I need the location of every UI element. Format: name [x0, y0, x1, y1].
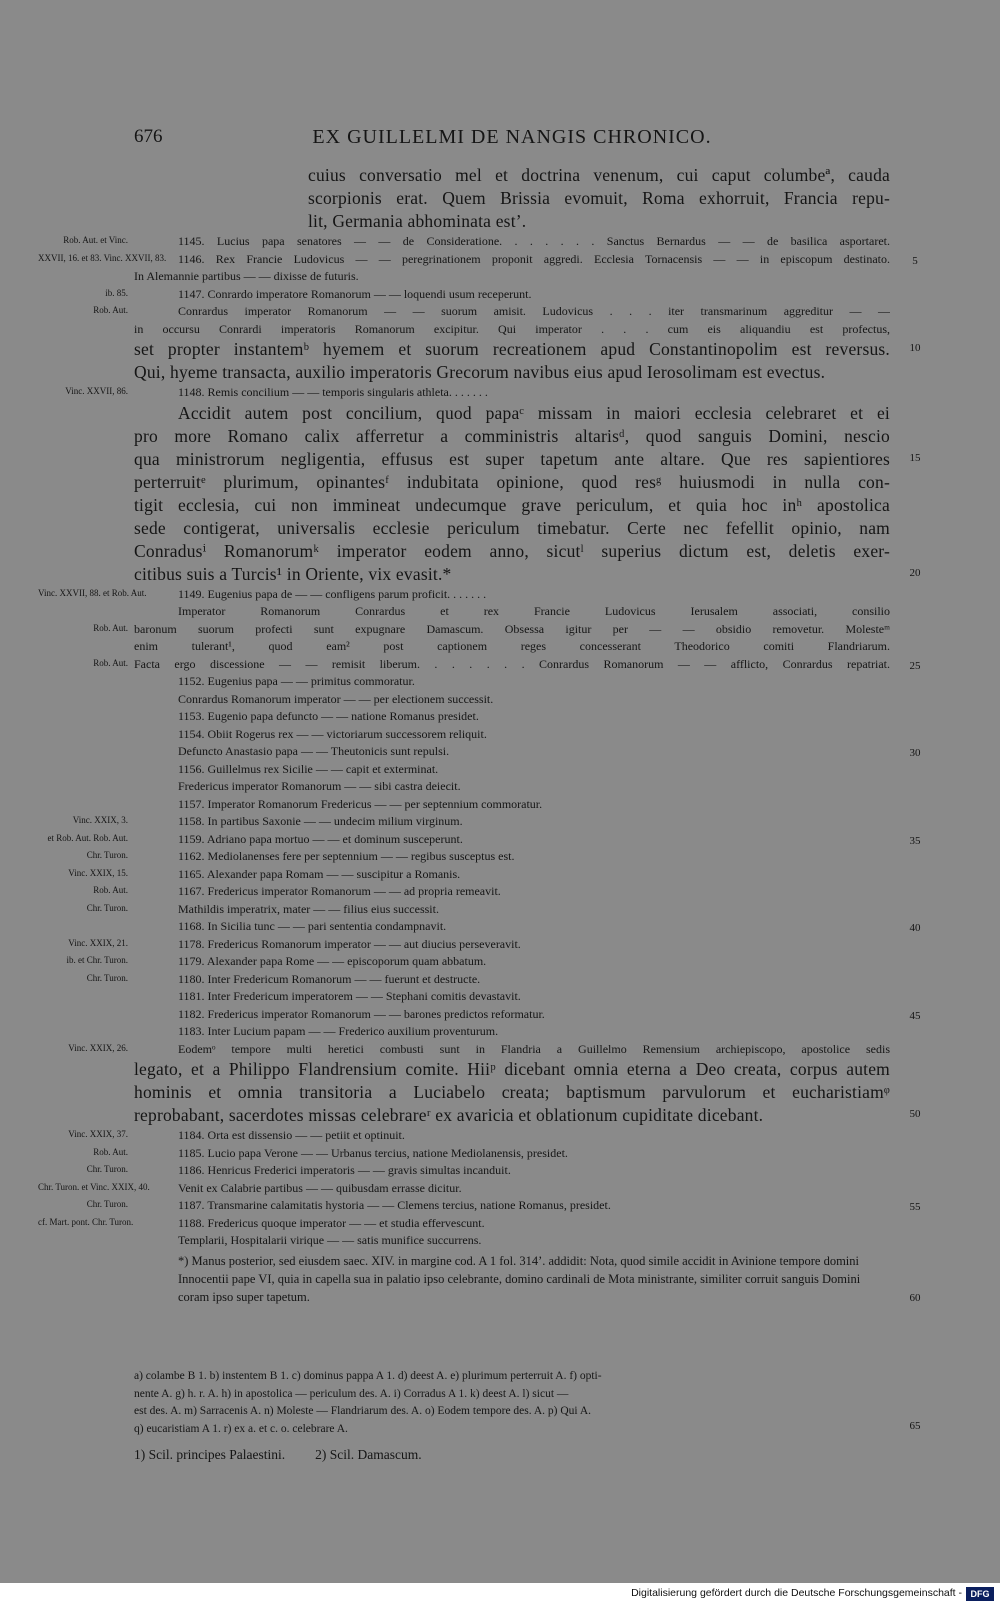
line-text: in occursu Conrardi imperatoris Romanorum excipitur. Qui imperator . . . cum eis aliquandiu est profectus, — [134, 321, 890, 336]
line-text: Conradusⁱ Romanorumᵏ imperator eodem anno, sicutˡ superius dictum est, deletis exer- — [134, 540, 890, 561]
line-text: 1149. Eugenius papa de — — confligens parum proficit. . . . . . . — [178, 586, 487, 601]
textual-variants — [134, 1368, 890, 1438]
text-line — [0, 1216, 1000, 1234]
line-text: 1158. In partibus Saxonie — — undecim milium virginum. — [178, 814, 463, 828]
line-text: 1145. Lucius papa senatores — — de Consideratione. . . . . . . Sanctus Bernardus — — de basilica asportaret. — [178, 234, 890, 248]
text-line — [0, 1146, 1000, 1164]
line-text: Venit ex Calabrie partibus — — quibusdam errasse dicitur. — [178, 1180, 462, 1195]
line-text: legato, et a Philippo Flandrensium comite. Hiiᵖ dicebant omnia eterna a Deo creata, corpus autem — [134, 1059, 890, 1079]
line-text: Imperator Romanorum Conrardus et rex Francie Ludovicus Ierusalem associati, consilio — [178, 604, 890, 618]
line-text: Templarii, Hospitalarii virique — — satis munifice succurrens. — [178, 1233, 482, 1247]
line-number: 5 — [912, 254, 918, 267]
text-line — [0, 541, 1000, 564]
line-number: 50 — [909, 1108, 921, 1120]
text-line — [0, 1059, 1000, 1082]
text-line — [0, 797, 1000, 815]
line-text: 1162. Mediolanenses fere per septennium — — regibus susceptus est. — [178, 849, 515, 863]
text-line — [0, 622, 1000, 640]
margin-source-note: Rob. Aut. et Vinc. — [63, 235, 128, 245]
text-line — [0, 564, 1000, 587]
line-text: cuius conversatio mel et doctrina venenum, cui caput columbeª, cauda — [308, 165, 890, 185]
text-line — [0, 1082, 1000, 1105]
variant-line: q) eucaristiam A 1. r) ex a. et c. o. celebrare A. — [134, 1422, 348, 1435]
text-line — [0, 884, 1000, 902]
line-text: pro more Romano calix afferretur a comministris altarisᵈ, quod sanguis Domini, nescio — [134, 425, 890, 446]
margin-source-note: Vinc. XXIX, 21. — [68, 937, 128, 948]
line-text: lit, Germania abhominata est’. — [308, 211, 527, 231]
chronicle-text — [0, 165, 1000, 1251]
text-line — [0, 1042, 1000, 1060]
margin-source-note: Vinc. XXIX, 37. — [68, 1129, 128, 1139]
margin-source-note: Chr. Turon. — [86, 972, 128, 983]
line-text: 1152. Eugenius papa — — primitus commoratur. — [178, 674, 415, 688]
source-note: 1) Scil. principes Palaestini. — [134, 1447, 286, 1462]
line-text: 1181. Inter Fredericum imperatorem — — Stephani comitis devastavit. — [178, 989, 521, 1003]
margin-source-note: Rob. Aut. — [93, 305, 128, 315]
line-text: 1159. Adriano papa mortuo — — et dominum susceperunt. — [178, 831, 463, 846]
line-text: 1146. Rex Francie Ludovicus — — peregrinationem proponit aggredi. Ecclesia Tornacensis — — in episcopum destinato. — [178, 251, 890, 266]
line-text: Defuncto Anastasio papa — — Theutonicis sunt repulsi. — [178, 744, 450, 758]
text-line — [0, 762, 1000, 780]
footnote-line-number: 60 — [909, 1292, 921, 1304]
line-number: 10 — [909, 342, 921, 354]
text-line — [0, 304, 1000, 322]
margin-source-note: Vinc. XXIX, 3. — [72, 815, 128, 825]
text-line — [0, 989, 1000, 1007]
line-text: 1153. Eugenio papa defuncto — — natione Romanus presidet. — [178, 709, 479, 723]
variant-line: est des. A. m) Sarracenis A. n) Moleste — Flandriarum des. A. o) Eodem tempore des. A. p) Qui A. — [134, 1405, 592, 1417]
line-text: Conrardus Romanorum imperator — — per electionem successit. — [178, 691, 494, 706]
line-number: 15 — [909, 451, 921, 464]
line-text: 1156. Guillelmus rex Sicilie — — capit et exterminat. — [178, 761, 439, 776]
text-line — [0, 472, 1000, 495]
line-text: tigit ecclesia, cui non immineat undecumque grave periculum, et quia hoc inʰ apostolica — [134, 494, 890, 515]
text-line — [0, 1181, 1000, 1199]
line-text: reprobabant, sacerdotes missas celebrareʳ ex avaricia et oblationum cupiditate dicebant. — [134, 1105, 764, 1125]
margin-source-note: Rob. Aut. — [93, 1146, 128, 1157]
margin-source-note: Vinc. XXIX, 15. — [68, 867, 128, 878]
text-line — [0, 495, 1000, 518]
line-text: baronum suorum profecti sunt expugnare Damascum. Obsessa igitur per — — obsidio removetur. Molesteᵐ — [134, 621, 890, 636]
line-text: 1184. Orta est dissensio — — petiit et optinuit. — [178, 1128, 405, 1142]
line-text: 1167. Fredericus imperator Romanorum — — ad propria remeavit. — [178, 884, 501, 898]
line-text: Facta ergo discessione — — remisit liberum. . . . . . . Conrardus Romanorum — — afflicto, Conrardus repatriat. — [134, 656, 890, 671]
text-line — [0, 727, 1000, 745]
footer-text: Digitalisierung gefördert durch die Deutsche Forschungsgemeinschaft - — [631, 1587, 962, 1599]
margin-source-note: Vinc. XXVII, 86. — [65, 386, 128, 396]
variant-line: a) colambe B 1. b) instentem B 1. c) dominus pappa A 1. d) deest A. e) plurimum perterruit A. f) opti- — [134, 1370, 602, 1382]
text-line — [0, 322, 1000, 340]
text-line — [0, 587, 1000, 605]
text-line — [0, 1198, 1000, 1216]
text-line — [0, 674, 1000, 692]
text-line — [0, 814, 1000, 832]
line-text: In Alemannie partibus — — dixisse de futuris. — [134, 269, 359, 283]
line-text: citibus suis a Turcis¹ in Oriente, vix evasit.* — [134, 563, 452, 584]
margin-source-note: Chr. Turon. — [86, 1164, 128, 1174]
text-line — [0, 269, 1000, 287]
running-title: EX GUILLELMI DE NANGIS CHRONICO. — [312, 126, 712, 148]
line-text: 1182. Fredericus imperator Romanorum — — barones predictos reformatur. — [178, 1006, 545, 1021]
text-line — [0, 165, 1000, 188]
line-text: 1179. Alexander papa Rome — — episcoporum quam abbatum. — [178, 954, 487, 968]
line-text: 1154. Obiit Rogerus rex — — victoriarum successorem reliquit. — [178, 726, 487, 741]
text-line — [0, 972, 1000, 990]
variants-line-number: 65 — [909, 1420, 921, 1432]
line-text: 1180. Inter Fredericum Romanorum — — fuerunt et destructe. — [178, 971, 481, 986]
line-text: 1178. Fredericus Romanorum imperator — — aut diucius perseveravit. — [178, 936, 521, 951]
text-line — [0, 362, 1000, 385]
line-text: 1157. Imperator Romanorum Fredericus — — per septennium commoratur. — [178, 796, 543, 811]
source-note: 2) Scil. Damascum. — [315, 1447, 422, 1462]
line-number: 30 — [909, 747, 921, 759]
margin-source-note: Vinc. XXVII, 88. et Rob. Aut. — [38, 587, 147, 598]
line-text: 1147. Conrardo imperatore Romanorum — — loquendi usum receperunt. — [178, 286, 532, 301]
line-text: 1148. Remis concilium — — temporis singularis athleta. . . . . . . — [178, 385, 488, 399]
margin-source-note: Chr. Turon. et Vinc. XXIX, 40. — [38, 1181, 150, 1192]
line-number: 55 — [909, 1201, 921, 1213]
line-text: 1165. Alexander papa Romam — — suscipitur a Romanis. — [178, 866, 461, 881]
text-line — [0, 449, 1000, 472]
text-line — [0, 1163, 1000, 1181]
line-text: 1183. Inter Lucium papam — — Frederico auxilium proventurum. — [178, 1024, 499, 1038]
footnote — [178, 1252, 890, 1306]
text-line — [0, 1024, 1000, 1042]
text-line — [0, 832, 1000, 850]
page-number: 676 — [134, 126, 163, 147]
line-text: set propter instantemᵇ hyemem et suorum recreationem apud Constantinopolim est reversus. — [134, 339, 890, 359]
margin-source-note: Chr. Turon. — [86, 850, 128, 860]
line-text: hominis et omnia transitoria a Luciabelo creata; baptismum parvulorum et eucharistiamᵠ — [134, 1082, 890, 1102]
text-line — [0, 339, 1000, 362]
line-number: 20 — [909, 566, 921, 579]
margin-source-note: Rob. Aut. — [93, 885, 128, 895]
text-line — [0, 779, 1000, 797]
margin-source-note: Rob. Aut. — [93, 622, 128, 633]
text-line — [0, 1007, 1000, 1025]
text-line — [0, 385, 1000, 403]
margin-source-note: et Rob. Aut. Rob. Aut. — [47, 832, 128, 843]
line-text: Mathildis imperatrix, mater — — filius eius successit. — [178, 901, 439, 916]
line-number: 40 — [909, 922, 921, 934]
margin-source-note: Rob. Aut. — [93, 657, 128, 668]
line-text: enim tulerant¹, quod eam² post captionem reges concesserant Theodorico comiti Flandriarum. — [134, 639, 890, 653]
line-text: 1185. Lucio papa Verone — — Urbanus tercius, natione Mediolanensis, presidet. — [178, 1145, 568, 1160]
source-notes — [134, 1447, 890, 1463]
text-line — [0, 744, 1000, 762]
text-line — [0, 604, 1000, 622]
line-text: scorpionis erat. Quem Brissia evomuit, Roma exhorruit, Francia repu- — [308, 188, 890, 208]
text-line — [0, 252, 1000, 270]
text-line — [0, 639, 1000, 657]
text-line — [0, 234, 1000, 252]
text-line — [0, 211, 1000, 234]
text-line — [0, 937, 1000, 955]
text-line — [0, 849, 1000, 867]
margin-source-note: Vinc. XXIX, 26. — [68, 1042, 128, 1053]
line-text: Qui, hyeme transacta, auxilio imperatoris Grecorum navibus eius apud Ierosolimam est evectus. — [134, 362, 826, 382]
line-text: 1168. In Sicilia tunc — — pari sententia condampnavit. — [178, 919, 447, 933]
margin-source-note: Chr. Turon. — [86, 1199, 128, 1209]
variant-line: nente A. g) h. r. A. h) in apostolica — periculum des. A. i) Corradus A 1. k) deest A. l) sicut — — [134, 1387, 569, 1400]
line-number: 35 — [909, 834, 921, 847]
text-line — [0, 1233, 1000, 1251]
line-text: perterruitᵉ plurimum, opinantesᶠ indubitata opinione, quod resᵍ huiusmodi in nulla con- — [134, 471, 890, 492]
line-number: 25 — [909, 659, 921, 672]
line-text: sede contigerat, universalis ecclesie periculum timebatur. Certe nec fefellit opinio, nam — [134, 517, 890, 538]
line-text: Accidit autem post concilium, quod papaᶜ missam in maiori ecclesia celebraret et ei — [178, 402, 890, 423]
line-text: 1188. Fredericus quoque imperator — — et studia effervescunt. — [178, 1215, 485, 1230]
line-text: 1187. Transmarine calamitatis hystoria — — Clemens tercius, natione Romanus, presidet. — [178, 1198, 611, 1212]
margin-source-note: ib. 85. — [105, 287, 128, 298]
line-text: Eodemᵒ tempore multi heretici combusti sunt in Flandria a Guillelmo Remensium archiepiscopo, apostolice sedis — [178, 1041, 890, 1056]
page-header — [134, 126, 890, 156]
text-line — [0, 919, 1000, 937]
footer-bar — [0, 1583, 1000, 1605]
line-text: 1186. Henricus Frederici imperatoris — — gravis simultas incanduit. — [178, 1163, 511, 1177]
line-number: 45 — [909, 1009, 921, 1022]
text-line — [0, 403, 1000, 426]
text-line — [0, 188, 1000, 211]
margin-source-note: ib. et Chr. Turon. — [66, 955, 128, 965]
text-line — [0, 954, 1000, 972]
dfg-logo: DFG — [966, 1587, 994, 1601]
text-line — [0, 902, 1000, 920]
margin-source-note: cf. Mart. pont. Chr. Turon. — [38, 1216, 134, 1227]
footnote-text: *) Manus posterior, sed eiusdem saec. XIV. in margine cod. A 1 fol. 314’. addidit: Nota, quod simile accidit in Avinione tempore domini Innocentii pape VI, quia in capella sua in palatio ipso celebrante, domino cardinali de Mota ministrante, similiter corruit sanguis Domini coram ipso super tapetum. — [178, 1254, 861, 1304]
line-text: qua ministrorum negligentia, effusus est super tapetum ante altare. Que res sapientiores — [134, 448, 890, 469]
text-line — [0, 1128, 1000, 1146]
text-line — [0, 426, 1000, 449]
text-line — [0, 657, 1000, 675]
text-line — [0, 709, 1000, 727]
line-text: Fredericus imperator Romanorum — — sibi castra deiecit. — [178, 779, 461, 793]
margin-source-note: Chr. Turon. — [86, 902, 128, 913]
text-line — [0, 1105, 1000, 1128]
text-line — [0, 518, 1000, 541]
margin-source-note: XXVII, 16. et 83. Vinc. XXVII, 83. — [38, 252, 167, 263]
text-line — [0, 867, 1000, 885]
text-line — [0, 287, 1000, 305]
line-text: Conrardus imperator Romanorum — — suorum amisit. Ludovicus . . . iter transmarinum aggreditur — — — [178, 304, 890, 318]
text-line — [0, 692, 1000, 710]
